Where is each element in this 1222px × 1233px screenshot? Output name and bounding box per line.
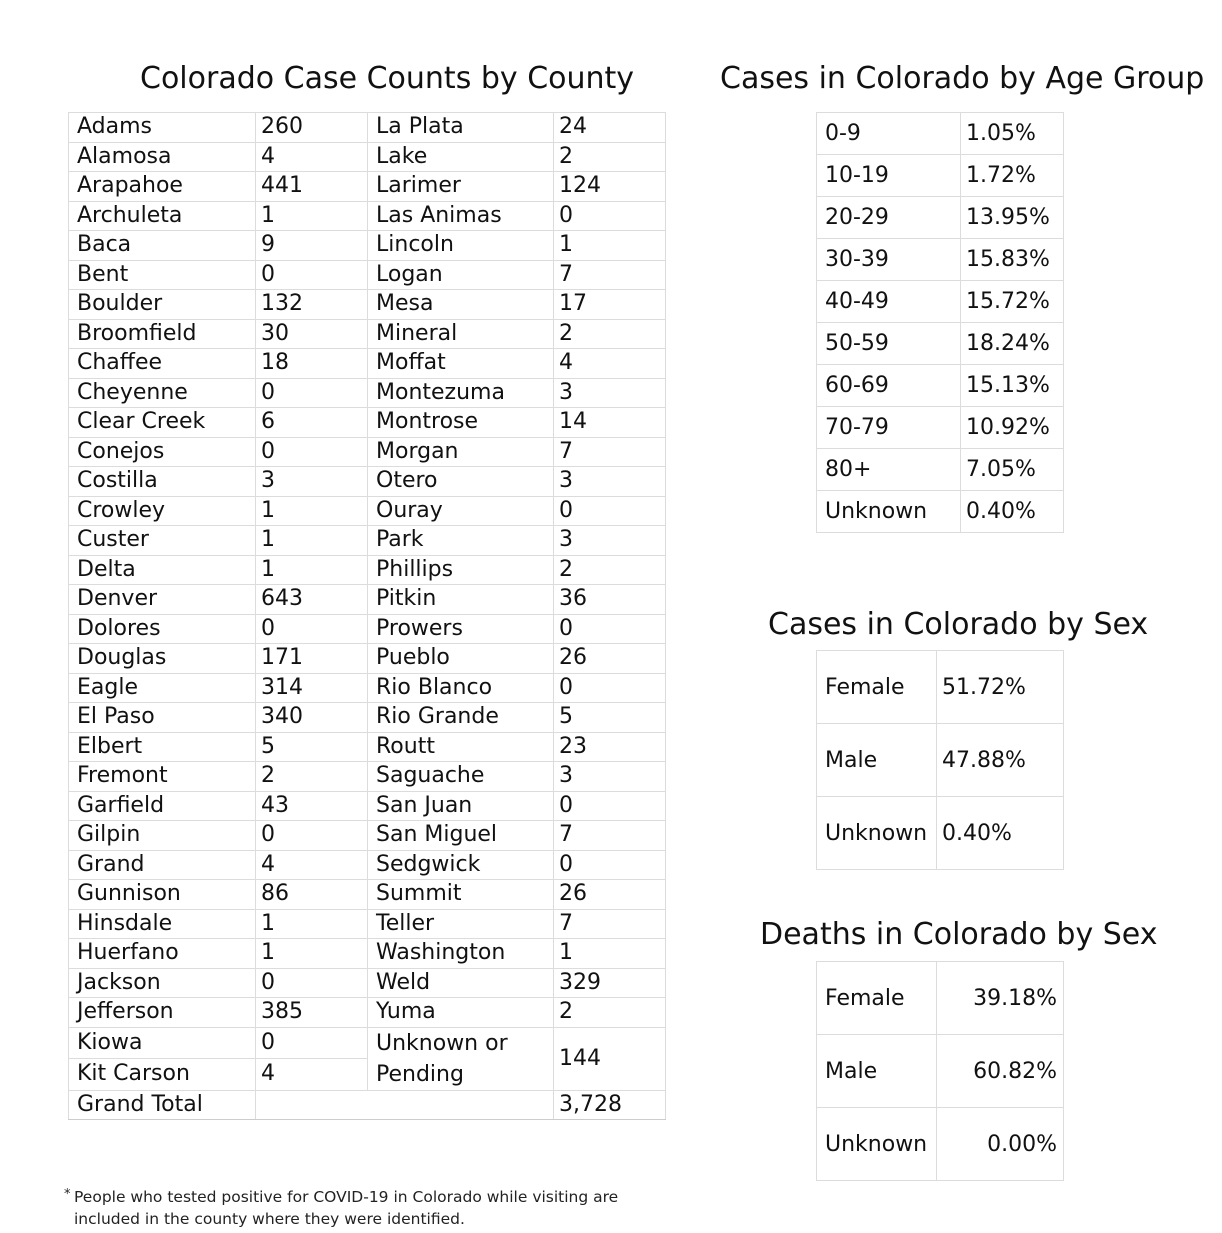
table-row bbox=[69, 467, 666, 497]
county-name-cell: Park bbox=[368, 526, 554, 556]
age-group-row bbox=[817, 407, 1064, 449]
county-count-cell: 1 bbox=[554, 231, 666, 261]
table-row bbox=[69, 703, 666, 733]
county-name-cell: Fremont bbox=[69, 762, 256, 792]
age-table-title: Cases in Colorado by Age Group bbox=[720, 61, 1205, 96]
deaths-sex-percent: 39.18% bbox=[937, 962, 1064, 1035]
age-group-percent: 7.05% bbox=[961, 449, 1064, 491]
table-row bbox=[69, 113, 666, 143]
county-count-cell: 3 bbox=[554, 467, 666, 497]
county-count-cell: 340 bbox=[256, 703, 368, 733]
county-name-cell: Weld bbox=[368, 968, 554, 998]
table-row bbox=[69, 939, 666, 969]
county-count-cell: 2 bbox=[554, 555, 666, 585]
age-group-percent: 15.72% bbox=[961, 281, 1064, 323]
county-name-cell: Cheyenne bbox=[69, 378, 256, 408]
county-name-cell: La Plata bbox=[368, 113, 554, 143]
county-count-cell: 1 bbox=[256, 526, 368, 556]
county-name-cell: Montezuma bbox=[368, 378, 554, 408]
age-group-row bbox=[817, 449, 1064, 491]
table-row bbox=[69, 850, 666, 880]
county-name-cell: Eagle bbox=[69, 673, 256, 703]
deaths-sex-row bbox=[817, 1108, 1064, 1181]
county-count-cell: 1 bbox=[256, 939, 368, 969]
county-count-cell: 314 bbox=[256, 673, 368, 703]
county-count-cell: 329 bbox=[554, 968, 666, 998]
table-row bbox=[69, 319, 666, 349]
county-count-cell: 4 bbox=[256, 850, 368, 880]
county-name-cell: Summit bbox=[368, 880, 554, 910]
county-count-cell: 0 bbox=[554, 850, 666, 880]
age-group-label: 80+ bbox=[817, 449, 961, 491]
age-group-percent: 1.05% bbox=[961, 113, 1064, 155]
county-count-cell: 26 bbox=[554, 644, 666, 674]
age-table-body bbox=[817, 113, 1064, 533]
county-name-cell: Las Animas bbox=[368, 201, 554, 231]
sex-row bbox=[817, 651, 1064, 724]
county-name-cell: Hinsdale bbox=[69, 909, 256, 939]
county-count-cell: 0 bbox=[554, 496, 666, 526]
county-count-cell: 17 bbox=[554, 290, 666, 320]
unknown-pending-line1: Unknown or bbox=[376, 1030, 508, 1056]
county-name-cell: Baca bbox=[69, 231, 256, 261]
table-row bbox=[69, 614, 666, 644]
county-name-cell: Mineral bbox=[368, 319, 554, 349]
county-name-cell: Dolores bbox=[69, 614, 256, 644]
county-name-cell: Gunnison bbox=[69, 880, 256, 910]
county-name-cell: Larimer bbox=[368, 172, 554, 202]
county-name-cell: Archuleta bbox=[69, 201, 256, 231]
table-row bbox=[69, 142, 666, 172]
age-group-label: 0-9 bbox=[817, 113, 961, 155]
county-name-cell: Otero bbox=[368, 467, 554, 497]
table-row bbox=[69, 496, 666, 526]
age-group-label: 40-49 bbox=[817, 281, 961, 323]
table-row bbox=[69, 998, 666, 1028]
county-name-cell: Jackson bbox=[69, 968, 256, 998]
county-name-cell: San Juan bbox=[368, 791, 554, 821]
deaths-sex-percent: 60.82% bbox=[937, 1035, 1064, 1108]
county-name-cell: Mesa bbox=[368, 290, 554, 320]
deaths-table-body bbox=[817, 962, 1064, 1181]
sex-percent: 47.88% bbox=[937, 724, 1064, 797]
county-name-cell: Washington bbox=[368, 939, 554, 969]
sex-table-body bbox=[817, 651, 1064, 870]
county-count-cell: 4 bbox=[256, 1059, 368, 1091]
county-count-cell: 4 bbox=[256, 142, 368, 172]
county-count-cell: 14 bbox=[554, 408, 666, 438]
age-group-percent: 0.40% bbox=[961, 491, 1064, 533]
county-name-cell: Alamosa bbox=[69, 142, 256, 172]
county-name-cell: Phillips bbox=[368, 555, 554, 585]
county-count-cell: 441 bbox=[256, 172, 368, 202]
grand-total-value: 3,728 bbox=[554, 1090, 666, 1120]
table-row bbox=[69, 732, 666, 762]
county-name-cell: Teller bbox=[368, 909, 554, 939]
table-row bbox=[69, 437, 666, 467]
county-name-cell: Ouray bbox=[368, 496, 554, 526]
county-name-cell: Delta bbox=[69, 555, 256, 585]
age-group-label: 30-39 bbox=[817, 239, 961, 281]
county-name-cell: Adams bbox=[69, 113, 256, 143]
county-name-cell: San Miguel bbox=[368, 821, 554, 851]
grand-total-row bbox=[69, 1090, 666, 1120]
county-count-cell: 3 bbox=[256, 467, 368, 497]
county-count-cell: 385 bbox=[256, 998, 368, 1028]
county-name-cell: Kiowa bbox=[69, 1027, 256, 1059]
county-count-cell: 0 bbox=[554, 201, 666, 231]
table-row bbox=[69, 378, 666, 408]
county-name-cell: Lincoln bbox=[368, 231, 554, 261]
age-group-row bbox=[817, 197, 1064, 239]
county-count-cell: 30 bbox=[256, 319, 368, 349]
deaths-sex-row bbox=[817, 1035, 1064, 1108]
county-count-cell: 4 bbox=[554, 349, 666, 379]
age-group-row bbox=[817, 491, 1064, 533]
county-name-cell: Morgan bbox=[368, 437, 554, 467]
table-row bbox=[69, 408, 666, 438]
age-group-row bbox=[817, 113, 1064, 155]
county-count-cell: 3 bbox=[554, 762, 666, 792]
county-table-title: Colorado Case Counts by County bbox=[140, 61, 635, 96]
county-name-cell: Prowers bbox=[368, 614, 554, 644]
age-group-row bbox=[817, 239, 1064, 281]
county-count-cell: 2 bbox=[554, 319, 666, 349]
grand-total-spacer bbox=[256, 1090, 554, 1120]
county-count-cell: 0 bbox=[256, 968, 368, 998]
unknown-pending-label-cell bbox=[368, 1027, 554, 1090]
sex-label: Male bbox=[817, 724, 937, 797]
county-name-cell: Kit Carson bbox=[69, 1059, 256, 1091]
deaths-sex-row bbox=[817, 962, 1064, 1035]
county-count-cell: 7 bbox=[554, 821, 666, 851]
county-count-cell: 124 bbox=[554, 172, 666, 202]
county-count-cell: 23 bbox=[554, 732, 666, 762]
age-group-percent: 13.95% bbox=[961, 197, 1064, 239]
table-row bbox=[69, 762, 666, 792]
county-count-cell: 6 bbox=[256, 408, 368, 438]
county-table-tail bbox=[69, 1027, 666, 1120]
deaths-table-title: Deaths in Colorado by Sex bbox=[760, 917, 1158, 952]
county-name-cell: Chaffee bbox=[69, 349, 256, 379]
county-name-cell: Rio Grande bbox=[368, 703, 554, 733]
county-name-cell: Clear Creek bbox=[69, 408, 256, 438]
age-group-label: 60-69 bbox=[817, 365, 961, 407]
sex-percent: 0.40% bbox=[937, 797, 1064, 870]
county-count-cell: 18 bbox=[256, 349, 368, 379]
table-row bbox=[69, 260, 666, 290]
county-count-cell: 2 bbox=[554, 142, 666, 172]
county-count-cell: 24 bbox=[554, 113, 666, 143]
county-table-body bbox=[69, 113, 666, 1028]
sex-percent: 51.72% bbox=[937, 651, 1064, 724]
age-group-percent: 15.83% bbox=[961, 239, 1064, 281]
county-name-cell: Bent bbox=[69, 260, 256, 290]
deaths-sex-label: Female bbox=[817, 962, 937, 1035]
sex-label: Unknown bbox=[817, 797, 937, 870]
table-row bbox=[69, 201, 666, 231]
county-count-cell: 9 bbox=[256, 231, 368, 261]
county-count-cell: 260 bbox=[256, 113, 368, 143]
age-group-row bbox=[817, 323, 1064, 365]
age-group-row bbox=[817, 155, 1064, 197]
age-group-label: 10-19 bbox=[817, 155, 961, 197]
county-count-cell: 643 bbox=[256, 585, 368, 615]
deaths-by-sex-table bbox=[816, 961, 1064, 1181]
county-count-cell: 3 bbox=[554, 378, 666, 408]
age-group-label: 50-59 bbox=[817, 323, 961, 365]
table-row bbox=[69, 526, 666, 556]
county-count-cell: 132 bbox=[256, 290, 368, 320]
county-count-cell: 43 bbox=[256, 791, 368, 821]
table-row bbox=[69, 880, 666, 910]
grand-total-label: Grand Total bbox=[69, 1090, 256, 1120]
county-name-cell: Pueblo bbox=[368, 644, 554, 674]
county-name-cell: Yuma bbox=[368, 998, 554, 1028]
age-group-label: 20-29 bbox=[817, 197, 961, 239]
table-row bbox=[69, 231, 666, 261]
footnote bbox=[64, 1186, 644, 1230]
table-row bbox=[69, 821, 666, 851]
age-group-percent: 10.92% bbox=[961, 407, 1064, 449]
county-name-cell: Costilla bbox=[69, 467, 256, 497]
county-count-cell: 0 bbox=[554, 614, 666, 644]
county-name-cell: Garfield bbox=[69, 791, 256, 821]
table-row bbox=[69, 1027, 666, 1059]
deaths-sex-percent: 0.00% bbox=[937, 1108, 1064, 1181]
county-name-cell: Gilpin bbox=[69, 821, 256, 851]
county-count-cell: 7 bbox=[554, 437, 666, 467]
county-count-cell: 5 bbox=[256, 732, 368, 762]
county-name-cell: Crowley bbox=[69, 496, 256, 526]
table-row bbox=[69, 673, 666, 703]
deaths-sex-label: Unknown bbox=[817, 1108, 937, 1181]
unknown-pending-line2: Pending bbox=[376, 1061, 464, 1087]
county-count-cell: 3 bbox=[554, 526, 666, 556]
county-name-cell: Pitkin bbox=[368, 585, 554, 615]
deaths-sex-label: Male bbox=[817, 1035, 937, 1108]
cases-by-sex-table bbox=[816, 650, 1064, 870]
table-row bbox=[69, 644, 666, 674]
county-count-cell: 0 bbox=[256, 260, 368, 290]
county-name-cell: Denver bbox=[69, 585, 256, 615]
county-count-cell: 7 bbox=[554, 909, 666, 939]
county-name-cell: Logan bbox=[368, 260, 554, 290]
county-name-cell: Elbert bbox=[69, 732, 256, 762]
county-name-cell: Routt bbox=[368, 732, 554, 762]
table-row bbox=[69, 555, 666, 585]
table-row bbox=[69, 290, 666, 320]
age-group-label: Unknown bbox=[817, 491, 961, 533]
county-count-cell: 36 bbox=[554, 585, 666, 615]
age-group-row bbox=[817, 281, 1064, 323]
county-count-cell: 26 bbox=[554, 880, 666, 910]
footnote-line-2: included in the county where they were identified. bbox=[74, 1210, 465, 1228]
county-count-cell: 2 bbox=[554, 998, 666, 1028]
age-group-row bbox=[817, 365, 1064, 407]
county-name-cell: Custer bbox=[69, 526, 256, 556]
county-name-cell: Douglas bbox=[69, 644, 256, 674]
county-count-cell: 0 bbox=[256, 378, 368, 408]
footnote-asterisk: * bbox=[64, 1187, 71, 1202]
county-name-cell: Arapahoe bbox=[69, 172, 256, 202]
county-count-cell: 0 bbox=[256, 614, 368, 644]
sex-table-title: Cases in Colorado by Sex bbox=[768, 607, 1149, 642]
table-row bbox=[69, 968, 666, 998]
county-name-cell: Lake bbox=[368, 142, 554, 172]
county-name-cell: Saguache bbox=[368, 762, 554, 792]
county-count-cell: 1 bbox=[256, 555, 368, 585]
sex-label: Female bbox=[817, 651, 937, 724]
age-group-percent: 15.13% bbox=[961, 365, 1064, 407]
county-count-cell: 0 bbox=[554, 673, 666, 703]
county-count-cell: 1 bbox=[256, 909, 368, 939]
county-count-cell: 0 bbox=[256, 1027, 368, 1059]
county-name-cell: El Paso bbox=[69, 703, 256, 733]
sex-row bbox=[817, 724, 1064, 797]
county-count-cell: 0 bbox=[554, 791, 666, 821]
age-group-table bbox=[816, 112, 1064, 533]
unknown-pending-count-cell: 144 bbox=[554, 1027, 666, 1090]
county-count-cell: 2 bbox=[256, 762, 368, 792]
county-count-cell: 1 bbox=[256, 496, 368, 526]
table-row bbox=[69, 585, 666, 615]
county-name-cell: Sedgwick bbox=[368, 850, 554, 880]
sex-row bbox=[817, 797, 1064, 870]
county-count-cell: 1 bbox=[256, 201, 368, 231]
county-name-cell: Broomfield bbox=[69, 319, 256, 349]
county-case-table bbox=[68, 112, 666, 1120]
age-group-percent: 18.24% bbox=[961, 323, 1064, 365]
age-group-percent: 1.72% bbox=[961, 155, 1064, 197]
county-count-cell: 7 bbox=[554, 260, 666, 290]
county-name-cell: Rio Blanco bbox=[368, 673, 554, 703]
county-count-cell: 1 bbox=[554, 939, 666, 969]
county-name-cell: Conejos bbox=[69, 437, 256, 467]
age-group-label: 70-79 bbox=[817, 407, 961, 449]
county-name-cell: Grand bbox=[69, 850, 256, 880]
county-count-cell: 86 bbox=[256, 880, 368, 910]
county-count-cell: 171 bbox=[256, 644, 368, 674]
county-name-cell: Huerfano bbox=[69, 939, 256, 969]
footnote-line-1: People who tested positive for COVID-19 in Colorado while visiting are bbox=[74, 1188, 619, 1206]
county-name-cell: Montrose bbox=[368, 408, 554, 438]
county-count-cell: 0 bbox=[256, 437, 368, 467]
county-count-cell: 5 bbox=[554, 703, 666, 733]
table-row bbox=[69, 791, 666, 821]
table-row bbox=[69, 172, 666, 202]
table-row bbox=[69, 349, 666, 379]
county-name-cell: Jefferson bbox=[69, 998, 256, 1028]
county-name-cell: Moffat bbox=[368, 349, 554, 379]
table-row bbox=[69, 909, 666, 939]
county-count-cell: 0 bbox=[256, 821, 368, 851]
county-name-cell: Boulder bbox=[69, 290, 256, 320]
